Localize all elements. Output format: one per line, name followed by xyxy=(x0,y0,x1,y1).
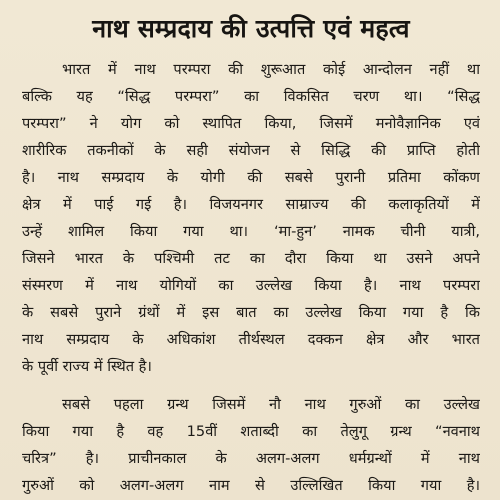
paragraph-2 xyxy=(22,391,480,499)
text-line: है। नाथ सम्प्रदाय के योगी की सबसे पुरानी प्रतिमा कोंकण xyxy=(22,169,480,186)
text-line: परम्परा” ने योग को स्थापित किया, जिसमें मनोवैज्ञानिक एवं xyxy=(22,115,480,132)
text-line: नाथ सम्प्रदाय के अधिकांश तीर्थस्थल दक्कन क्षेत्र और भारत xyxy=(22,331,480,348)
text-line: किया गया है वह 15वीं शताब्दी का तेलुगू ग्रन्थ “नवनाथ xyxy=(22,423,480,440)
text-line: चरित्र” है। प्राचीनकाल के अलग-अलग धर्मग्रन्थों में नाथ xyxy=(22,450,480,467)
text-line: सबसे पहला ग्रन्थ जिसमें नौ नाथ गुरुओं का उल्लेख xyxy=(62,396,480,413)
paragraph-1 xyxy=(22,56,480,380)
text-line: बल्कि यह “सिद्ध परम्परा” का विकसित चरण था। “सिद्ध xyxy=(22,88,480,105)
text-line: क्षेत्र में पाई गई है। विजयनगर साम्राज्य की कलाकृतियों में xyxy=(22,196,480,213)
text-line: उन्हें शामिल किया गया था। ‘मा-हुन’ नामक चीनी यात्री, xyxy=(22,223,480,240)
text-line: संस्मरण में नाथ योगियों का उल्लेख किया है। नाथ परम्परा xyxy=(22,277,480,294)
text-line: जिसने भारत के पश्चिमी तट का दौरा किया था उसने अपने xyxy=(22,250,480,267)
text-line: भारत में नाथ परम्परा की शुरूआत कोई आन्दोलन नहीं था xyxy=(62,61,480,78)
text-line: के पूर्वी राज्य में स्थित है। xyxy=(22,358,152,375)
text-line: गुरुओं को अलग-अलग नाम से उल्लिखित किया गया है। xyxy=(22,477,480,494)
text-line: के सबसे पुराने ग्रंथों में इस बात का उल्लेख किया गया है कि xyxy=(22,304,480,321)
text-line: शारीरिक तकनीकों के सही संयोजन से सिद्धि की प्राप्ति होती xyxy=(22,142,480,159)
page-title: नाथ सम्प्रदाय की उत्पत्ति एवं महत्व xyxy=(92,14,410,43)
